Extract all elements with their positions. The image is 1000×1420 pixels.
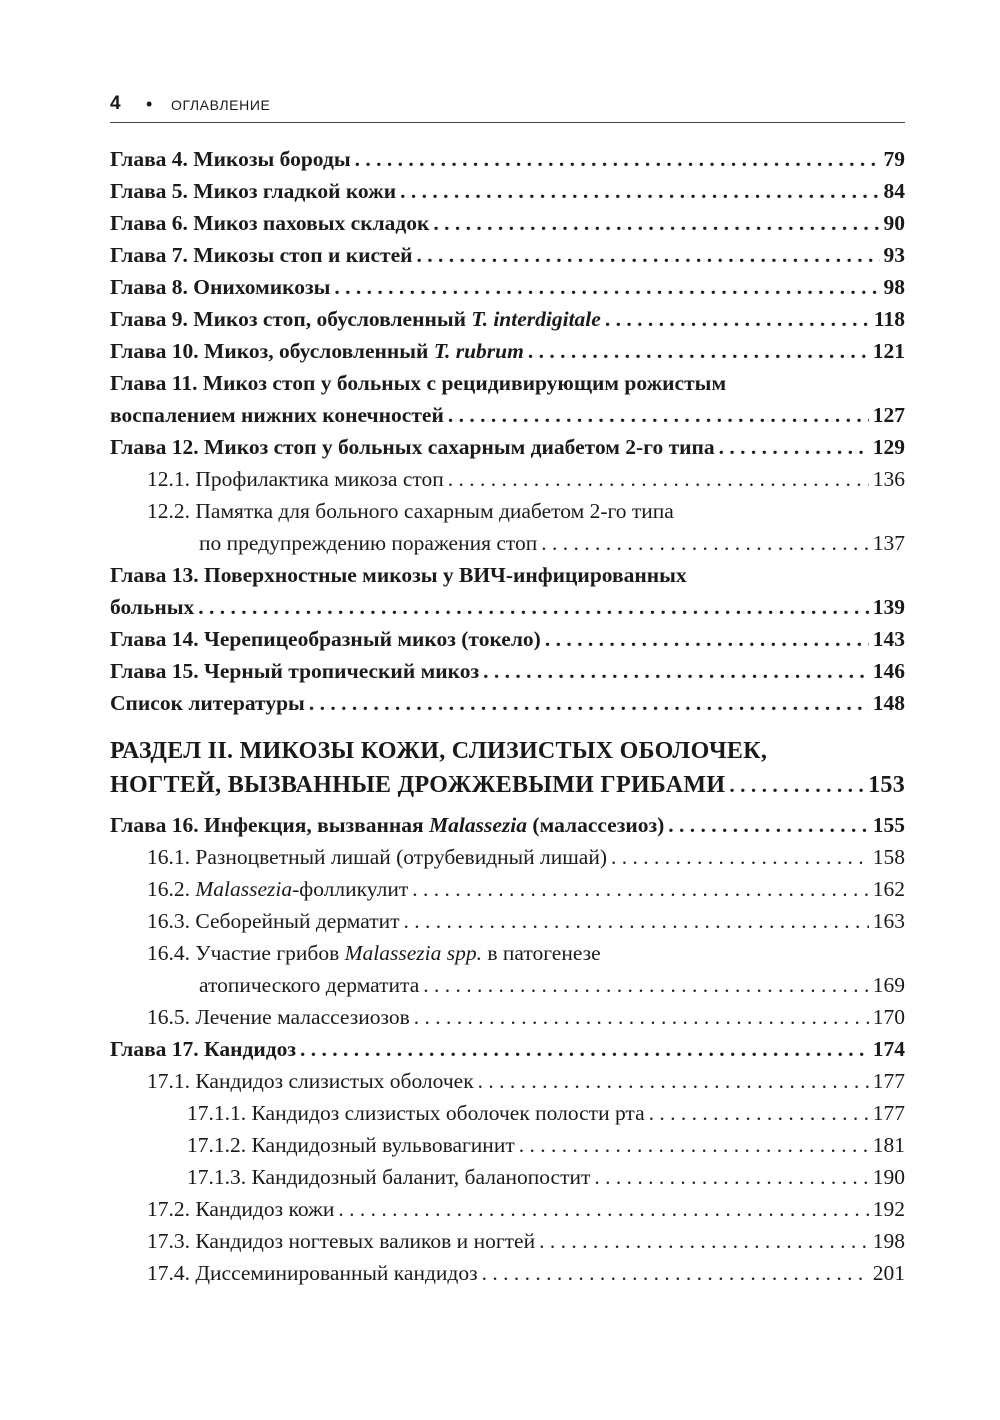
toc-entry[interactable]: Список литературы . . . 148 [110, 688, 905, 720]
bullet-icon: • [146, 94, 153, 114]
toc-subentry[interactable]: 16.4. Участие грибов Malassezia spp. в патогенезе [147, 941, 601, 965]
toc-entry[interactable]: Глава 15. Черный тропический микоз . . . 146 [110, 656, 905, 688]
section-heading-continuation[interactable]: НОГТЕЙ, ВЫЗВАННЫЕ ДРОЖЖЕВЫМИ ГРИБАМИ . . . 153 [110, 768, 905, 804]
toc-entry[interactable]: Глава 8. Онихомикозы . . . 98 [110, 272, 905, 304]
toc-entry[interactable]: Глава 9. Микоз стоп, обусловленный T. interdigitale . . . 118 [110, 304, 905, 336]
toc-entry[interactable]: Глава 10. Микоз, обусловленный T. rubrum . . . 121 [110, 336, 905, 368]
toc-entry[interactable]: Глава 16. Инфекция, вызванная Malassezia (малассезиоз) . . . 155 [110, 810, 905, 842]
running-header [110, 92, 905, 123]
toc-entry[interactable]: Глава 12. Микоз стоп у больных сахарным диабетом 2-го типа . . . 129 [110, 432, 905, 464]
toc-subentry[interactable]: 16.2. Malassezia-фолликулит . . . 162 [147, 874, 905, 906]
toc-subentry-continuation[interactable]: по предупреждению поражения стоп . . . 137 [199, 528, 905, 560]
toc-subentry[interactable]: 12.1. Профилактика микоза стоп . . . 136 [147, 464, 905, 496]
header-title: ОГЛАВЛЕНИЕ [171, 97, 271, 113]
toc-entry-continuation[interactable]: воспалением нижних конечностей . . . 127 [110, 400, 905, 432]
toc-entry[interactable]: Глава 13. Поверхностные микозы у ВИЧ-инфицированных [110, 563, 687, 587]
toc-subentry[interactable]: 17.1. Кандидоз слизистых оболочек . . . 177 [147, 1066, 905, 1098]
toc-subentry[interactable]: 12.2. Памятка для больного сахарным диабетом 2-го типа [147, 499, 674, 523]
section-heading[interactable]: РАЗДЕЛ II. МИКОЗЫ КОЖИ, СЛИЗИСТЫХ ОБОЛОЧЕК, [110, 738, 768, 764]
page-number: 4 [110, 93, 121, 114]
toc-subentry[interactable]: 16.5. Лечение малассезиозов . . . 170 [147, 1002, 905, 1034]
toc-subentry-continuation[interactable]: атопического дерматита . . . 169 [199, 970, 905, 1002]
toc-subentry[interactable]: 17.2. Кандидоз кожи . . . 192 [147, 1194, 905, 1226]
toc-subsubentry[interactable]: 17.1.3. Кандидозный баланит, баланопостит . . . 190 [187, 1162, 905, 1194]
toc-entry[interactable]: Глава 7. Микозы стоп и кистей . . . 93 [110, 240, 905, 272]
toc-subentry[interactable]: 17.3. Кандидоз ногтевых валиков и ногтей . . . 198 [147, 1226, 905, 1258]
toc-subentry[interactable]: 17.4. Диссеминированный кандидоз . . . 201 [147, 1258, 905, 1290]
toc-entry-continuation[interactable]: больных . . . 139 [110, 592, 905, 624]
toc-entry[interactable]: Глава 11. Микоз стоп у больных с рецидивирующим рожистым [110, 371, 727, 395]
toc-entry[interactable]: Глава 4. Микозы бороды . . . 79 [110, 144, 905, 176]
toc-subsubentry[interactable]: 17.1.2. Кандидозный вульвовагинит . . . 181 [187, 1130, 905, 1162]
toc-entry[interactable]: Глава 17. Кандидоз . . . 174 [110, 1034, 905, 1066]
toc-subentry[interactable]: 16.1. Разноцветный лишай (отрубевидный лишай) . . . 158 [147, 842, 905, 874]
toc-entry[interactable]: Глава 5. Микоз гладкой кожи . . . 84 [110, 176, 905, 208]
toc-entry[interactable]: Глава 6. Микоз паховых складок . . . 90 [110, 208, 905, 240]
toc-entry[interactable]: Глава 14. Черепицеобразный микоз (токело) . . . 143 [110, 624, 905, 656]
toc-subentry[interactable]: 16.3. Себорейный дерматит . . . 163 [147, 906, 905, 938]
toc-subsubentry[interactable]: 17.1.1. Кандидоз слизистых оболочек полости рта . . . 177 [187, 1098, 905, 1130]
